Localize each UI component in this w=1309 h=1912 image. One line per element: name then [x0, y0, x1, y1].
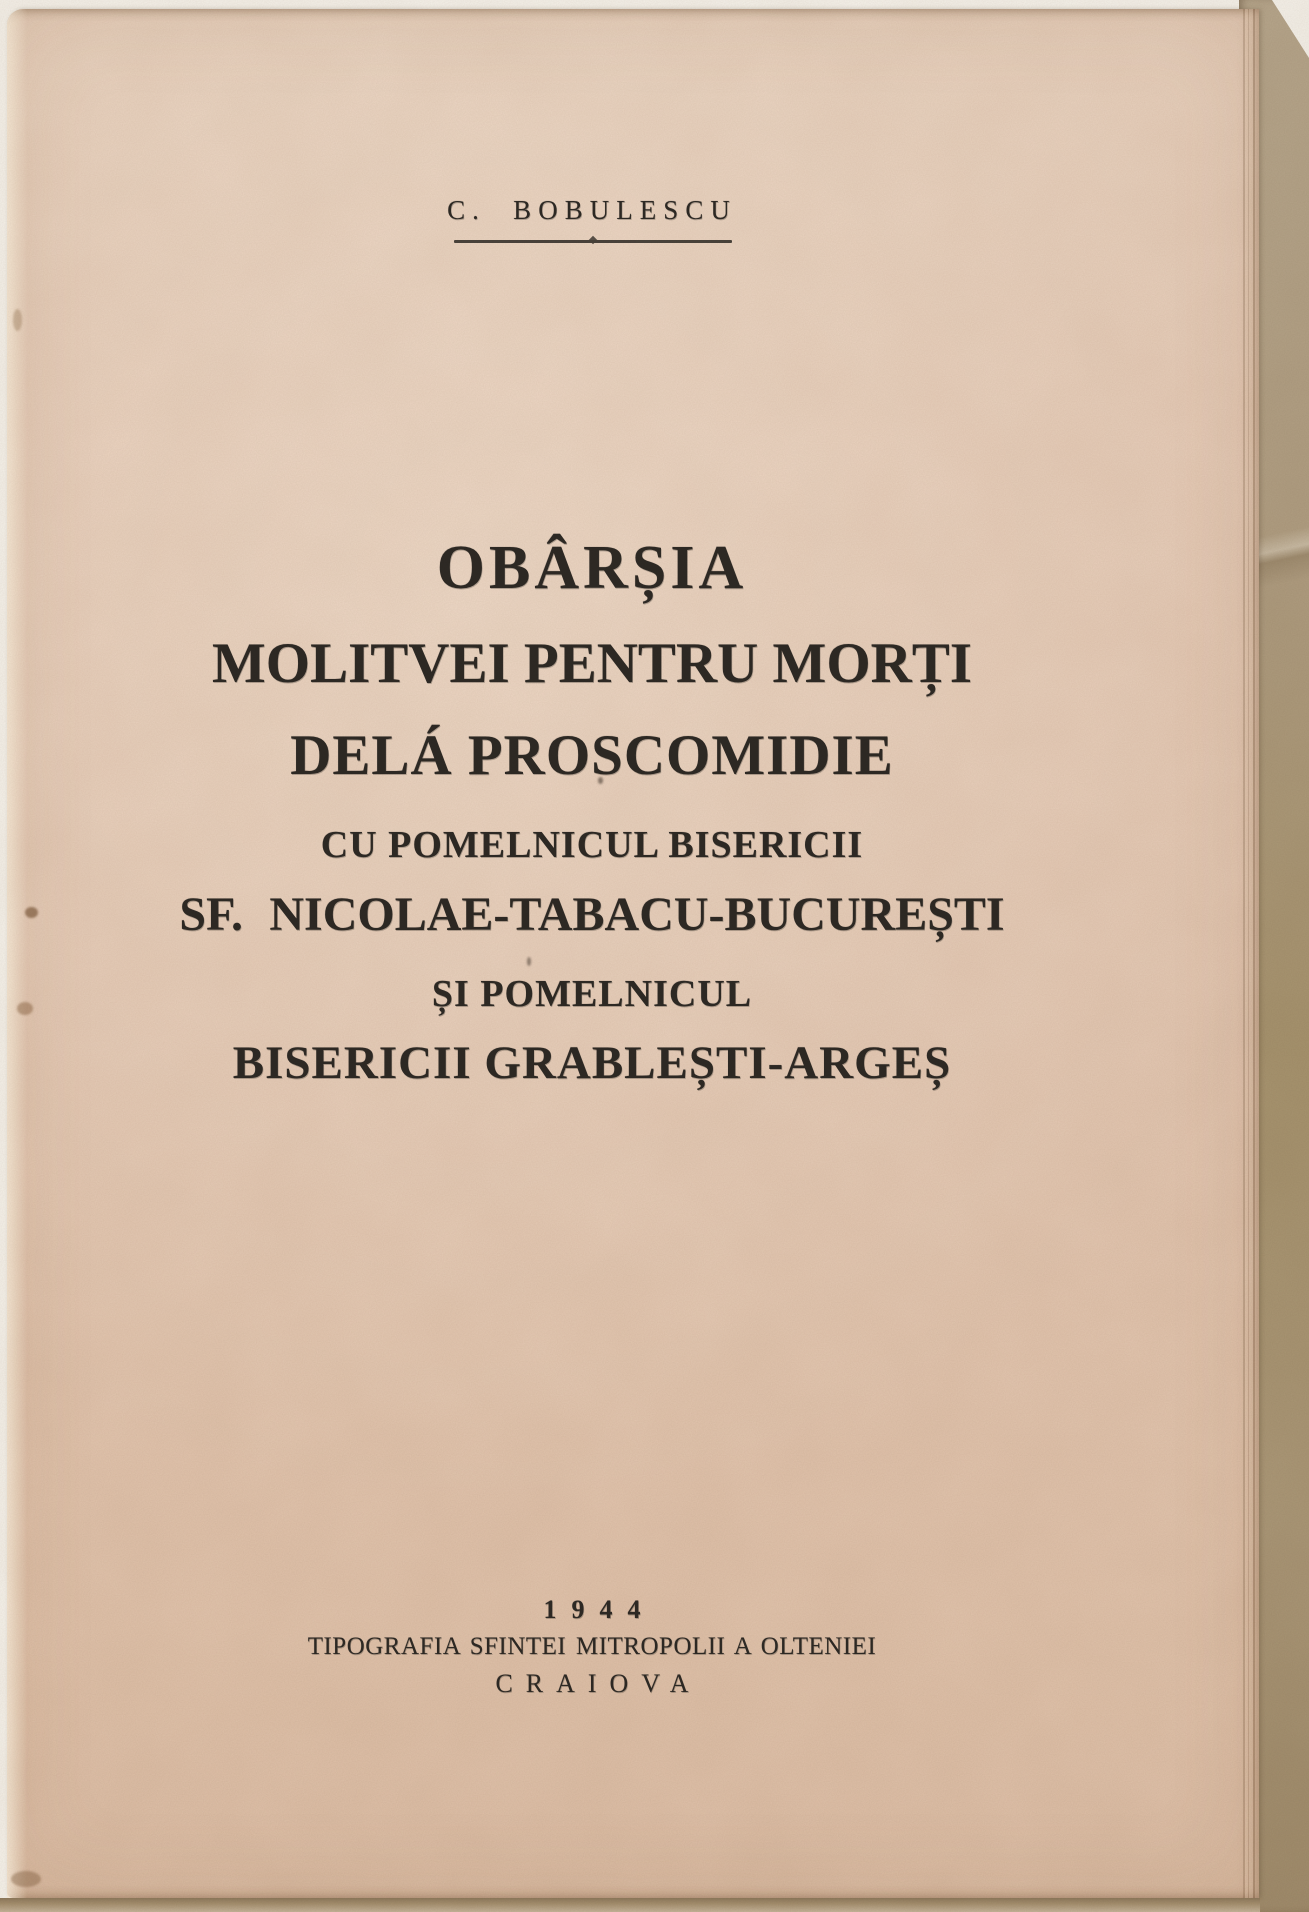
printed-text-block	[7, 9, 1177, 1898]
title-line-3: DELÁ PROSCOMIDIE	[290, 724, 894, 787]
title-line-2: MOLITVEI PENTRU MORȚI	[211, 632, 973, 695]
title-line-1: OBÂRȘIA	[436, 534, 748, 602]
author-name: C. BOBULESCU	[447, 195, 737, 225]
author-underline-ornament	[454, 240, 732, 243]
imprint-printer: TIPOGRAFIA SFINTEI MITROPOLII A OLTENIEI	[307, 1633, 877, 1660]
title-page	[7, 9, 1259, 1898]
page-right-edge-stack	[1243, 9, 1259, 1898]
subtitle-line-4: BISERICII GRABLEȘTI-ARGEȘ	[232, 1037, 952, 1089]
imprint-city: CRAIOVA	[495, 1669, 702, 1698]
imprint-year: 1944	[543, 1595, 656, 1624]
subtitle-line-1: CU POMELNICUL BISERICII	[320, 824, 864, 866]
page-bottom-edge	[0, 1898, 1260, 1912]
subtitle-line-3: ȘI POMELNICUL	[431, 973, 753, 1015]
subtitle-line-2: SF. NICOLAE-TABACU-BUCUREȘTI	[179, 888, 1005, 941]
